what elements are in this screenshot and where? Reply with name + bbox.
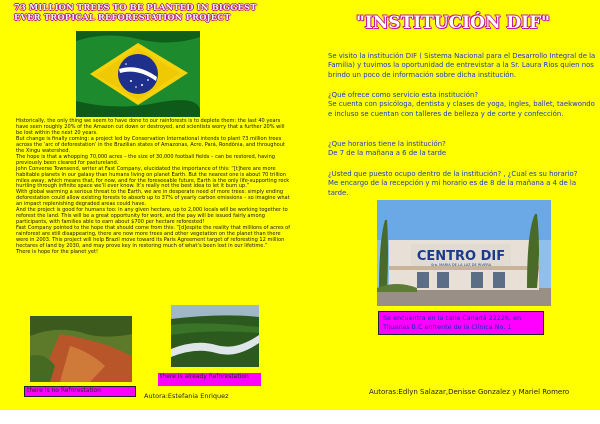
deforested-land-photo [30,316,132,382]
left-article-title: 73 MILLION TREES TO BE PLANTED IN BIGGEST EVER TROPICAL REFORESTATION PROJECT [14,2,257,22]
building-subsign: Sra. MARIA DE LA LUZ DE RIVERA [430,263,492,267]
centro-dif-building-photo [377,200,551,306]
article-paragraph: But change is finally coming: a project led by Conservation International intends to plant 73 million trees across the ‘arc of deforestation’ in the Brazilian states of Amazonas, Acre, Pará, Rondônia, and throughout the Xingu watershed. [16,135,285,154]
dif-hours [328,140,596,159]
reforestation-caption: there is already Reforestation [158,373,261,386]
question-2: ¿Que horarios tiene la institución? [328,140,446,148]
dif-services [328,91,596,119]
article-paragraph: The hope is that a whopping 70,000 acres – the size of 30,000 football fields – can be restored, having previously been cleared for pastureland. [16,153,275,166]
bottom-margin [0,410,600,424]
no-reforestation-caption: there is no Reforestation [24,386,136,397]
left-author: Autora:Estefania Enriquez [144,392,229,400]
right-authors: Autoras:Edlyn Salazar,Denisse Gonzalez y Mariel Romero [369,388,570,396]
left-article-body [16,119,292,256]
dif-intro: Se visito la institución DIF ( Sistema Nacional para el Desarrollo Integral de la Familia) y tuvimos la oportunidad de entrevistar a la Sr. Laura Ríos quien nos brindo un poco de información sobre dicha institución. [328,52,596,79]
article-paragraph: Historically, the only thing we seem to have done to our rainforests is to deplete them: the last 40 years have seen roughly 20% of the Amazon cut down or destroyed, and scientists worry that a further 20% will be lost within the next 20 years. [16,118,285,136]
answer-2: De 7 de la mañana a 6 de la tarde [328,149,447,158]
answer-3: Me encargo de la recepción y mi horario es de 8 de la mañana a 4 de la tarde. [328,179,577,197]
question-3: ¿Usted que puesto ocupo dentro de la institución? , ¿Cual es su horario? [328,170,578,178]
building-sign: CENTRO DIF [416,249,506,264]
article-paragraph: There is hope for the planet yet! [16,248,99,255]
right-article-title: "INSTITUCIÓN DIF" [355,13,551,33]
dif-address-caption: Se encuentra en la calle Canadá 22226, en Tijuanas B.C enfrente de la Clínica No. 1 [378,311,544,335]
question-1: ¿Qué ofrece como servicio esta institución? [328,91,478,99]
answer-1: Se cuenta con psicóloga, dentista y clases de yoga, ingles, ballet, taekwondo e incluso se cuentan con talleres de belleza y de corte y confección. [328,100,595,118]
article-paragraph: With global warming a serious threat to the Earth, we are in desperate need of more trees: simply ending deforestation could allow existing forests to absorb up to 37% of yearly carbon emissions – so imagine what an impact replenishing degraded areas could have. [16,189,290,208]
article-paragraph: Fast Company pointed to the hope that should come from this: “[d]espite the reality that millions of acres of rainforest are still disappearing, there are now more trees and other vegetation on the planet than there were in 2003. This project will help Brazil move toward its Paris Agreement target of reforesting 12 million hectares of land by 2030, and may prove key in restoring much of what’s been lost in our lifetime.” [16,225,291,250]
dif-position [328,170,596,198]
reforested-river-photo [171,305,259,367]
brazil-flag-image [76,31,200,117]
article-paragraph: And the project is good for humans too: in any given hectare, up to 2,000 locals will be working together to reforest the land. This will be a great opportunity for work, and the pay will be issued fairly among participants, with families able to earn about $700 per hectare reforested! [16,207,288,226]
article-paragraph: John Converse Townsend, writer at Fast Company, elucidated the importance of this: “[t]here are more habitable planets in our galaxy than humans living on planet Earth. But the nearest one is about 70 trillion miles away, which means that, for now, and for the foreseeable future, Earth is the only life-supporting rock hurtling through infinite space we’ll ever know. It’s really not the best idea to let it burn up.” [16,165,290,190]
